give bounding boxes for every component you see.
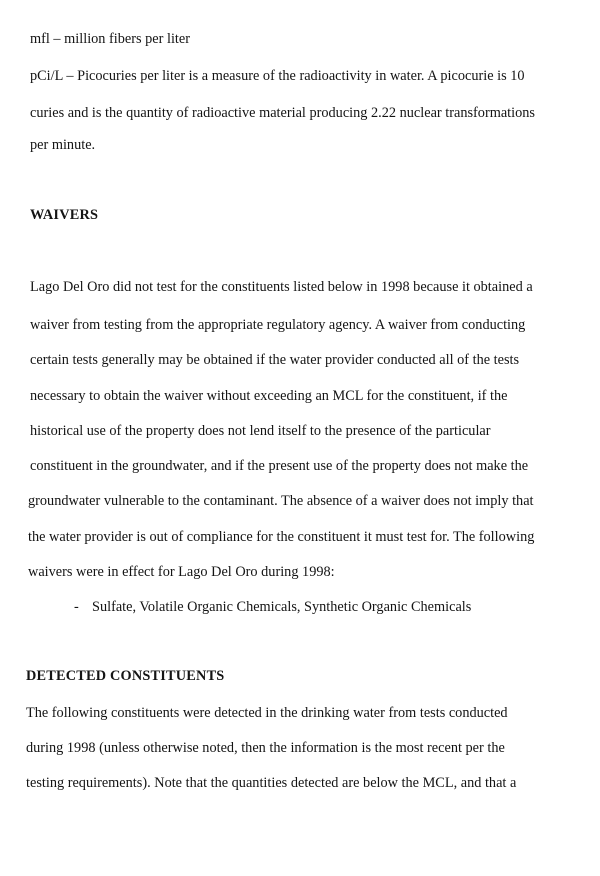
waivers-paragraph-line: necessary to obtain the waiver without exceeding an MCL for the constituent, if the (30, 388, 508, 404)
detected-paragraph-line: testing requirements). Note that the quantities detected are below the MCL, and that a (26, 775, 517, 791)
waivers-paragraph-line: constituent in the groundwater, and if the present use of the property does not make the (30, 458, 529, 474)
waivers-paragraph-line: Lago Del Oro did not test for the constituents listed below in 1998 because it obtained a (30, 279, 533, 295)
definition-pci-line-2: curies and is the quantity of radioactive material producing 2.22 nuclear transformations (30, 105, 535, 121)
waivers-paragraph-line: groundwater vulnerable to the contaminant. The absence of a waiver does not imply that (28, 493, 534, 509)
waivers-paragraph-line: waivers were in effect for Lago Del Oro during 1998: (28, 564, 335, 580)
waivers-paragraph-line: certain tests generally may be obtained if the water provider conducted all of the tests (30, 352, 520, 368)
detected-constituents-heading: DETECTED CONSTITUENTS (26, 668, 225, 684)
waiver-bullet-dash: - (74, 599, 79, 615)
waivers-paragraph-line: historical use of the property does not lend itself to the presence of the particular (30, 423, 491, 439)
waiver-bullet-item: Sulfate, Volatile Organic Chemicals, Synthetic Organic Chemicals (92, 599, 472, 615)
definition-pci-line-1: pCi/L – Picocuries per liter is a measure of the radioactivity in water. A picocurie is 10 (30, 68, 525, 84)
waivers-paragraph-line: waiver from testing from the appropriate regulatory agency. A waiver from conducting (30, 317, 526, 333)
detected-paragraph-line: during 1998 (unless otherwise noted, then the information is the most recent per the (26, 740, 505, 756)
waivers-paragraph-line: the water provider is out of compliance for the constituent it must test for. The following (28, 529, 535, 545)
detected-paragraph-line: The following constituents were detected in the drinking water from tests conducted (26, 705, 508, 721)
waivers-heading: WAIVERS (30, 207, 99, 223)
definition-mfl: mfl – million fibers per liter (30, 31, 191, 47)
definition-pci-line-3: per minute. (30, 137, 96, 153)
